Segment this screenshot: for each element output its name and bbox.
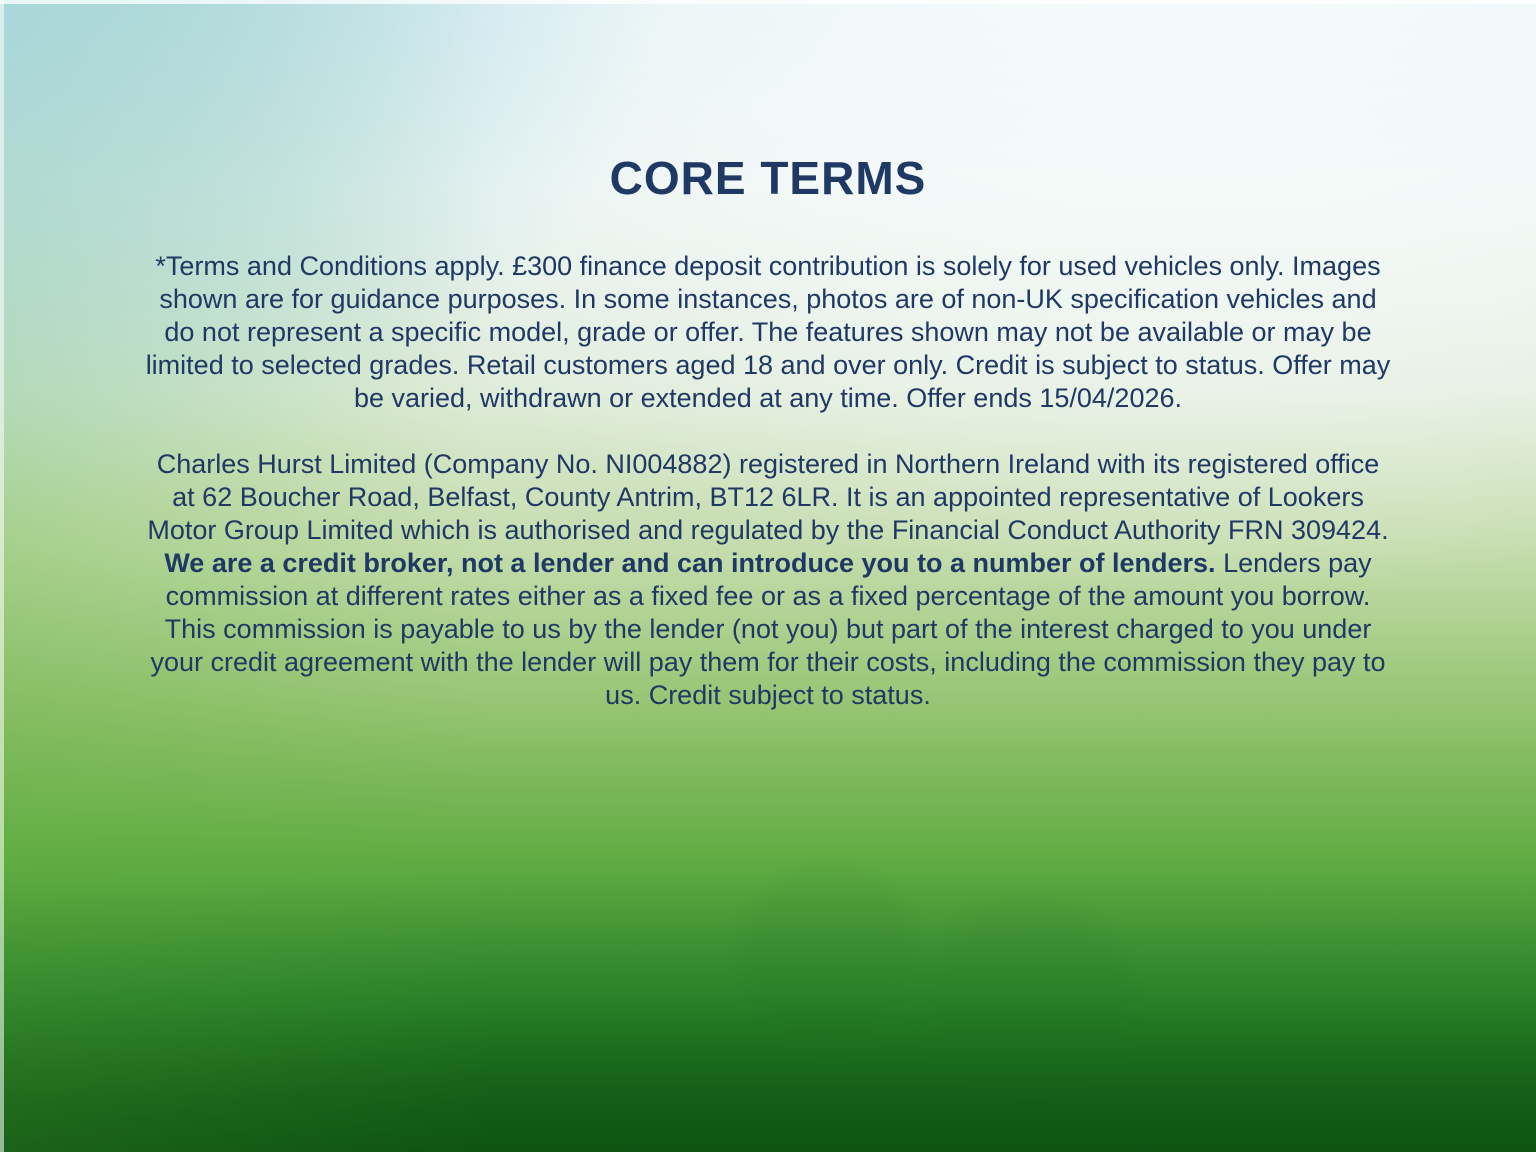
slide-left-edge — [0, 0, 4, 1152]
page-title: CORE TERMS — [609, 152, 927, 204]
credit-broker-statement: We are a credit broker, not a lender and can introduce you to a number of lenders. — [164, 548, 1216, 578]
terms-content — [143, 0, 1393, 712]
terms-paragraph-legal — [143, 448, 1393, 712]
terms-paragraph-offer: *Terms and Conditions apply. £300 finance deposit contribution is solely for used vehicles only. Images shown are for guidance purposes. In some instances, photos are of non-UK specification vehicles and do not represent a specific model, grade or offer. The features shown may not be available or may be limited to selected grades. Retail customers aged 18 and over only. Credit is subject to status. Offer may be varied, withdrawn or extended at any time. Offer ends 15/04/2026. — [145, 251, 1391, 413]
legal-text-post: Lenders pay commission at different rates either as a fixed fee or as a fixed percentage of the amount you borrow. This commission is payable to us by the lender (not you) but part of the interest charged to you under your credit agreement with the lender will pay them for their costs, including the commission they pay to us. Credit subject to status. — [150, 548, 1386, 710]
legal-text-pre: Charles Hurst Limited (Company No. NI004882) registered in Northern Ireland with its registered office at 62 Boucher Road, Belfast, County Antrim, BT12 6LR. It is an appointed representative of Lookers Motor Group Limited which is authorised and regulated by the Financial Conduct Authority FRN 309424. — [147, 449, 1389, 545]
